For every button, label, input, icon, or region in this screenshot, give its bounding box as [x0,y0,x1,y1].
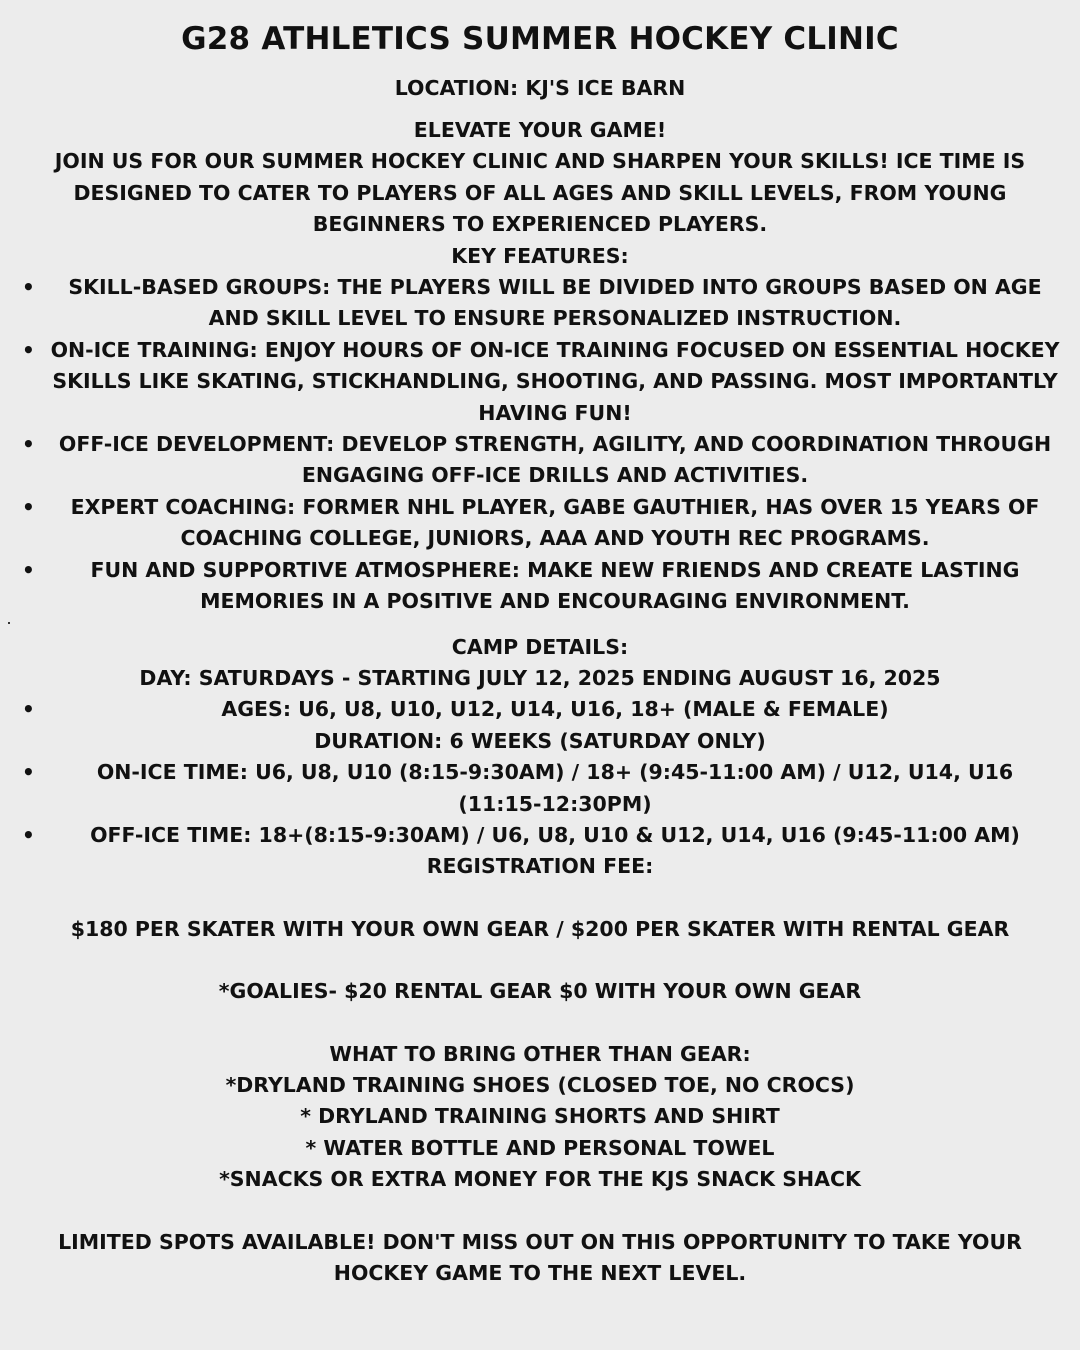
list-item [0,429,1080,492]
bullet-icon: • [22,337,35,362]
goalies-fee: *GOALIES- $20 RENTAL GEAR $0 WITH YOUR OWN GEAR [218,979,862,1004]
flyer-body [0,115,1080,1289]
bullet-icon: • [22,494,35,519]
list-item [0,757,1080,820]
camp-times-list [0,757,1080,851]
page-title: G28 ATHLETICS SUMMER HOCKEY CLINIC [181,21,899,57]
spacer [0,945,1080,976]
registration-fee: $180 PER SKATER WITH YOUR OWN GEAR / $200 PER SKATER WITH RENTAL GEAR [70,916,1010,941]
feature-text: OFF-ICE DEVELOPMENT: DEVELOP STRENGTH, AGILITY, AND COORDINATION THROUGH ENGAGING OFF-ICE DRILLS AND ACTIVITIES. [58,432,1052,488]
camp-day: DAY: SATURDAYS - STARTING JULY 12, 2025 ENDING AUGUST 16, 2025 [139,665,941,690]
key-features-list [0,272,1080,617]
spacer [0,1008,1080,1039]
bullet-icon: • [22,275,35,300]
bring-heading: WHAT TO BRING OTHER THAN GEAR: [329,1041,751,1066]
feature-text: EXPERT COACHING: FORMER NHL PLAYER, GABE GAUTHIER, HAS OVER 15 YEARS OF COACHING COLLEGE, JUNIORS, AAA AND YOUTH REC PROGRAMS. [70,494,1040,551]
list-item [0,820,1080,851]
list-item [0,335,1080,429]
spacer [0,1196,1080,1227]
bring-item: * WATER BOTTLE AND PERSONAL TOWEL [305,1135,775,1160]
bullet-icon: • [22,760,35,785]
intro-heading: ELEVATE YOUR GAME! [413,118,667,142]
feature-text: SKILL-BASED GROUPS: THE PLAYERS WILL BE DIVIDED INTO GROUPS BASED ON AGE AND SKILL LEVEL TO ENSURE PERSONALIZED INSTRUCTION. [68,275,1042,331]
stray-dot [8,622,10,624]
key-features-heading: KEY FEATURES: [451,243,629,268]
bullet-icon: • [22,432,35,457]
on-ice-time: ON-ICE TIME: U6, U8, U10 (8:15-9:30AM) / 18+ (9:45-11:00 AM) / U12, U14, U16 (11:15-12:30PM) [96,760,1014,816]
spacer [0,618,1080,632]
camp-ages: AGES: U6, U8, U10, U12, U14, U16, 18+ (MALE & FEMALE) [221,697,889,722]
intro-paragraph: JOIN US FOR OUR SUMMER HOCKEY CLINIC AND SHARPEN YOUR SKILLS! ICE TIME IS DESIGNED TO CATER TO PLAYERS OF ALL AGES AND SKILL LEVELS, FROM YOUNG BEGINNERS TO EXPERIENCED PLAYERS. [54,149,1026,237]
bring-item: *DRYLAND TRAINING SHOES (CLOSED TOE, NO CROCS) [225,1072,855,1097]
camp-duration: DURATION: 6 WEEKS (SATURDAY ONLY) [314,728,766,753]
closing-text: LIMITED SPOTS AVAILABLE! DON'T MISS OUT ON THIS OPPORTUNITY TO TAKE YOUR HOCKEY GAME TO THE NEXT LEVEL. [58,1229,1022,1285]
camp-details-list [0,694,1080,725]
bring-item: *SNACKS OR EXTRA MONEY FOR THE KJS SNACK SHACK [219,1167,861,1192]
camp-details-heading: CAMP DETAILS: [451,634,629,659]
list-item [0,694,1080,725]
off-ice-time: OFF-ICE TIME: 18+(8:15-9:30AM) / U6, U8, U10 & U12, U14, U16 (9:45-11:00 AM) [90,822,1020,847]
list-item [0,555,1080,618]
bring-item: * DRYLAND TRAINING SHORTS AND SHIRT [300,1104,780,1129]
location-line: LOCATION: KJ'S ICE BARN [394,76,686,100]
list-item [0,272,1080,335]
bullet-icon: • [22,697,35,722]
bullet-icon: • [22,557,35,582]
registration-heading: REGISTRATION FEE: [426,854,654,879]
spacer [0,883,1080,914]
list-item [0,492,1080,555]
feature-text: FUN AND SUPPORTIVE ATMOSPHERE: MAKE NEW FRIENDS AND CREATE LASTING MEMORIES IN A POSITIVE AND ENCOURAGING ENVIRONMENT. [90,557,1020,614]
feature-text: ON-ICE TRAINING: ENJOY HOURS OF ON-ICE TRAINING FOCUSED ON ESSENTIAL HOCKEY SKILLS LIKE SKATING, STICKHANDLING, SHOOTING, AND PASSING. MOST IMPORTANTLY HAVING FUN! [50,337,1060,425]
bullet-icon: • [22,822,35,847]
